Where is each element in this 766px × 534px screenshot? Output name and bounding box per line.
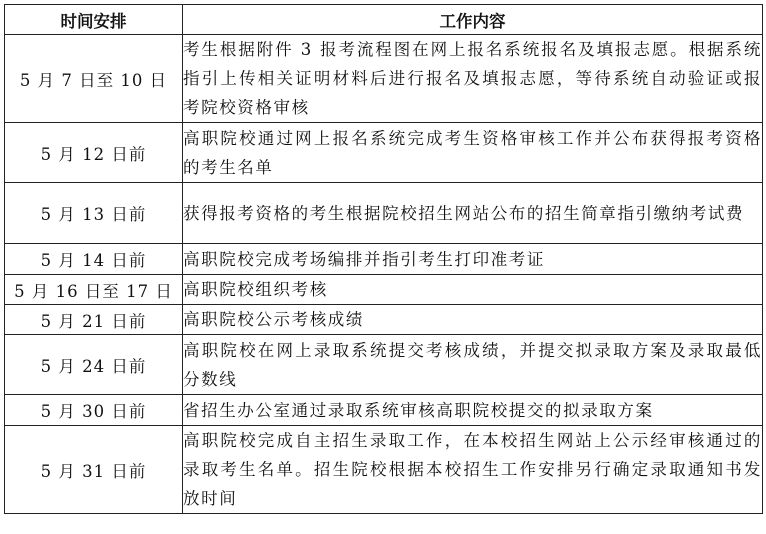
table-row <box>5 335 763 395</box>
row-time: 5 月 21 日前 <box>5 305 183 335</box>
row-time: 5 月 13 日前 <box>5 183 183 244</box>
row-work: 高职院校完成考场编排并指引考生打印准考证 <box>183 244 763 275</box>
row-work: 高职院校组织考核 <box>183 275 763 305</box>
row-work: 高职院校公示考核成绩 <box>183 305 763 335</box>
row-time: 5 月 24 日前 <box>5 335 183 395</box>
table-header-row <box>5 5 763 35</box>
row-time: 5 月 12 日前 <box>5 123 183 183</box>
table-row <box>5 123 763 183</box>
row-time: 5 月 14 日前 <box>5 244 183 275</box>
row-work: 考生根据附件 3 报考流程图在网上报名系统报名及填报志愿。根据系统指引上传相关证明材料后进行报名及填报志愿，等待系统自动验证或报考院校资格审核 <box>183 35 763 123</box>
row-work: 高职院校在网上录取系统提交考核成绩，并提交拟录取方案及录取最低分数线 <box>183 335 763 395</box>
header-work: 工作内容 <box>183 5 763 35</box>
table-row <box>5 426 763 514</box>
table-row <box>5 305 763 335</box>
row-work: 省招生办公室通过录取系统审核高职院校提交的拟录取方案 <box>183 395 763 426</box>
row-time: 5 月 31 日前 <box>5 426 183 514</box>
schedule-table <box>4 4 763 514</box>
row-work: 获得报考资格的考生根据院校招生网站公布的招生简章指引缴纳考试费 <box>183 183 763 244</box>
table-row <box>5 395 763 426</box>
table-row <box>5 244 763 275</box>
table-row <box>5 275 763 305</box>
row-time: 5 月 16 日至 17 日 <box>5 275 183 305</box>
header-time: 时间安排 <box>5 5 183 35</box>
row-time: 5 月 30 日前 <box>5 395 183 426</box>
table-row <box>5 183 763 244</box>
table-row <box>5 35 763 123</box>
row-time: 5 月 7 日至 10 日 <box>5 35 183 123</box>
row-work: 高职院校完成自主招生录取工作，在本校招生网站上公示经审核通过的录取考生名单。招生院校根据本校招生工作安排另行确定录取通知书发放时间 <box>183 426 763 514</box>
row-work: 高职院校通过网上报名系统完成考生资格审核工作并公布获得报考资格的考生名单 <box>183 123 763 183</box>
